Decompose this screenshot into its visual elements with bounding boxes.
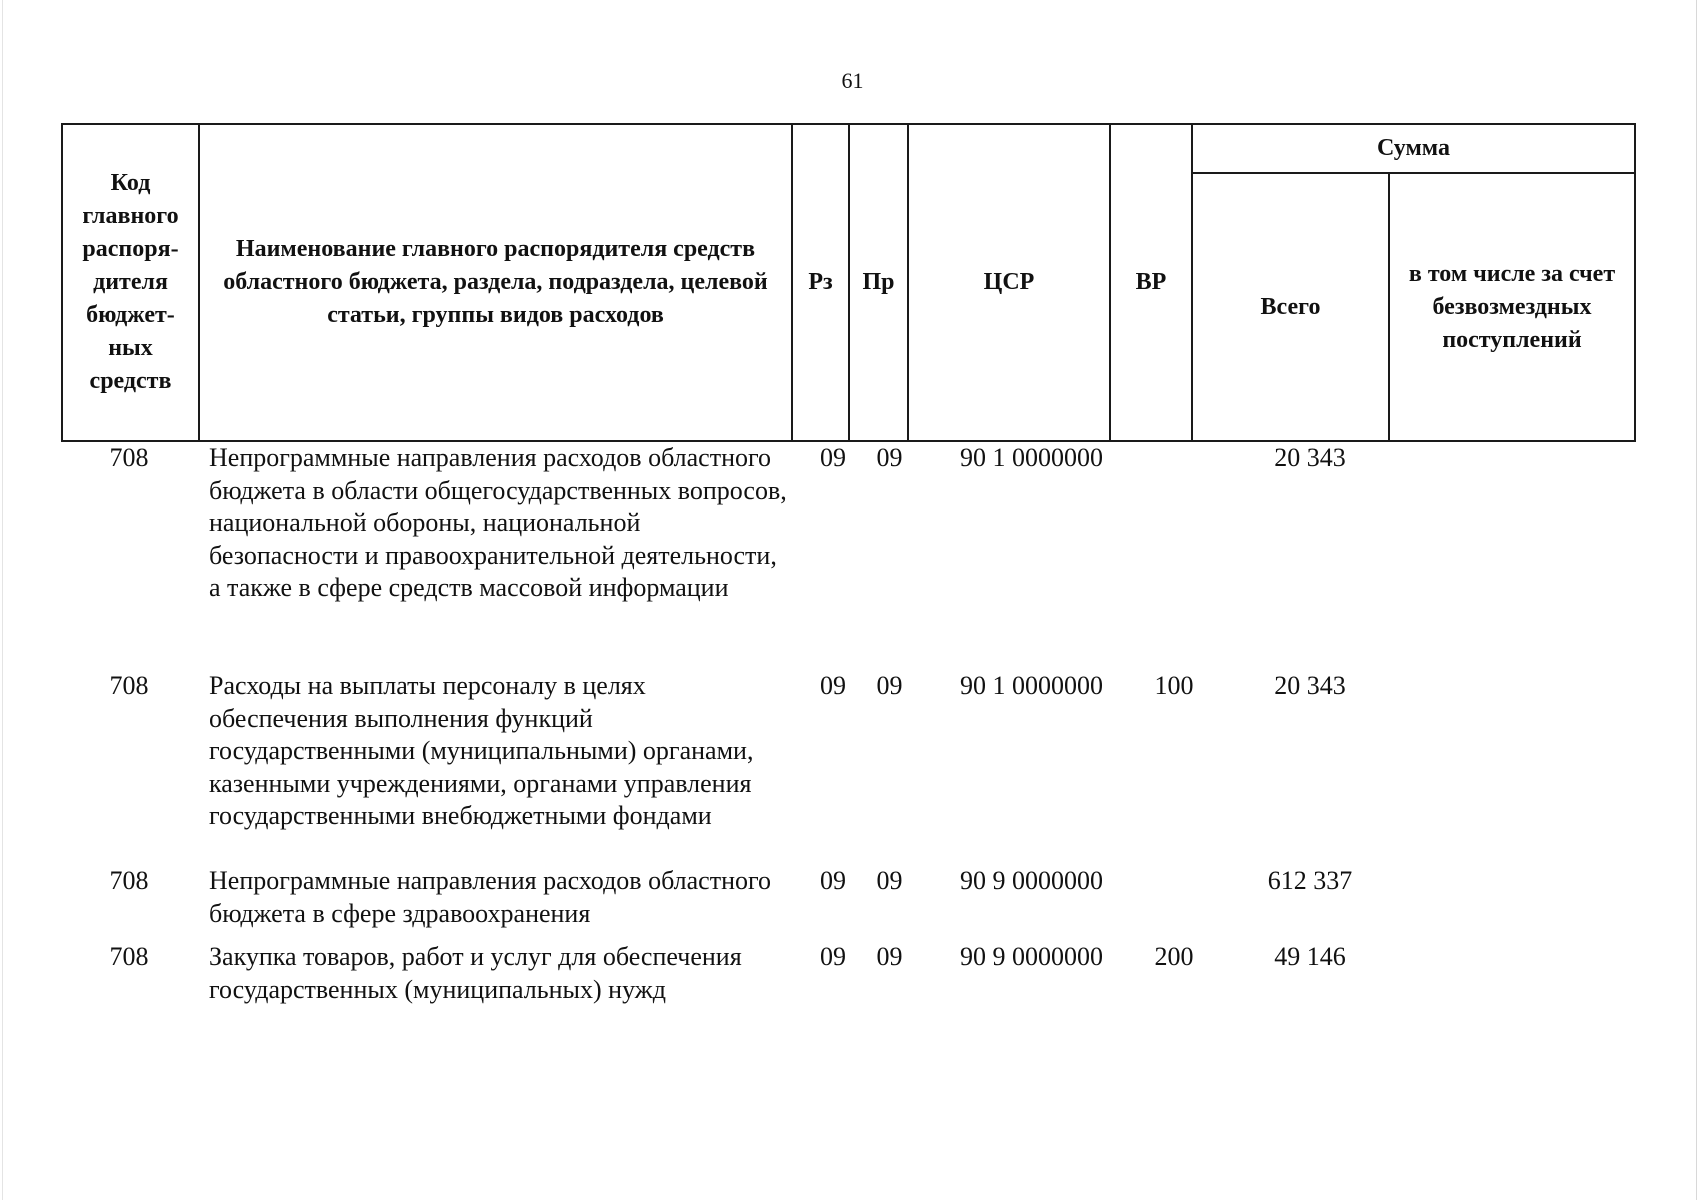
header-vr: ВР [1110,124,1192,441]
row-csr: 90 9 0000000 [960,942,1103,971]
row-pr: 09 [876,942,903,971]
row-name: Расходы на выплаты персоналу в целях обеспечения выполнения функций государственными (муниципальными) органами, казенными учреждениями, органами управления государственными внебюджетными фондами [209,671,754,830]
row-code: 708 [109,942,149,971]
header-pr: Пр [849,124,908,441]
row-pr: 09 [876,671,903,700]
header-code: Код главного распоря-дителя бюджет-ных средств [62,124,199,441]
row-vr: 100 [1154,671,1194,700]
row-total: 612 337 [1267,866,1353,895]
scan-edge-left [2,0,3,1200]
row-name: Непрограммные направления расходов областного бюджета в области общегосударственных вопросов, национальной обороны, национальной безопасности и правоохранительной деятельности, а также в сфере средств массовой информации [209,443,787,602]
table-header [61,123,1636,442]
row-vr: 200 [1154,942,1194,971]
row-rz: 09 [820,866,846,895]
header-total: Всего [1192,173,1389,441]
row-csr: 90 1 0000000 [960,443,1103,472]
header-name: Наименование главного распорядителя средств областного бюджета, раздела, подраздела, целевой статьи, группы видов расходов [199,124,792,441]
row-csr: 90 9 0000000 [960,866,1103,895]
row-pr: 09 [876,443,903,472]
header-free: в том числе за счет безвозмездных поступлений [1389,173,1635,441]
row-code: 708 [109,866,149,895]
row-rz: 09 [820,942,846,971]
row-name: Закупка товаров, работ и услуг для обеспечения государственных (муниципальных) нужд [209,942,742,1004]
page-number: 61 [841,68,864,93]
row-code: 708 [109,671,149,700]
header-rz: Рз [792,124,849,441]
row-csr: 90 1 0000000 [960,671,1103,700]
row-total: 20 343 [1274,443,1346,472]
header-sum: Сумма [1192,124,1635,173]
row-rz: 09 [820,443,846,472]
row-pr: 09 [876,866,903,895]
row-code: 708 [109,443,149,472]
row-total: 49 146 [1274,942,1346,971]
header-csr: ЦСР [908,124,1110,441]
row-rz: 09 [820,671,846,700]
row-name: Непрограммные направления расходов областного бюджета в сфере здравоохранения [209,866,771,928]
row-total: 20 343 [1274,671,1346,700]
scan-edge-right [1696,0,1697,1200]
